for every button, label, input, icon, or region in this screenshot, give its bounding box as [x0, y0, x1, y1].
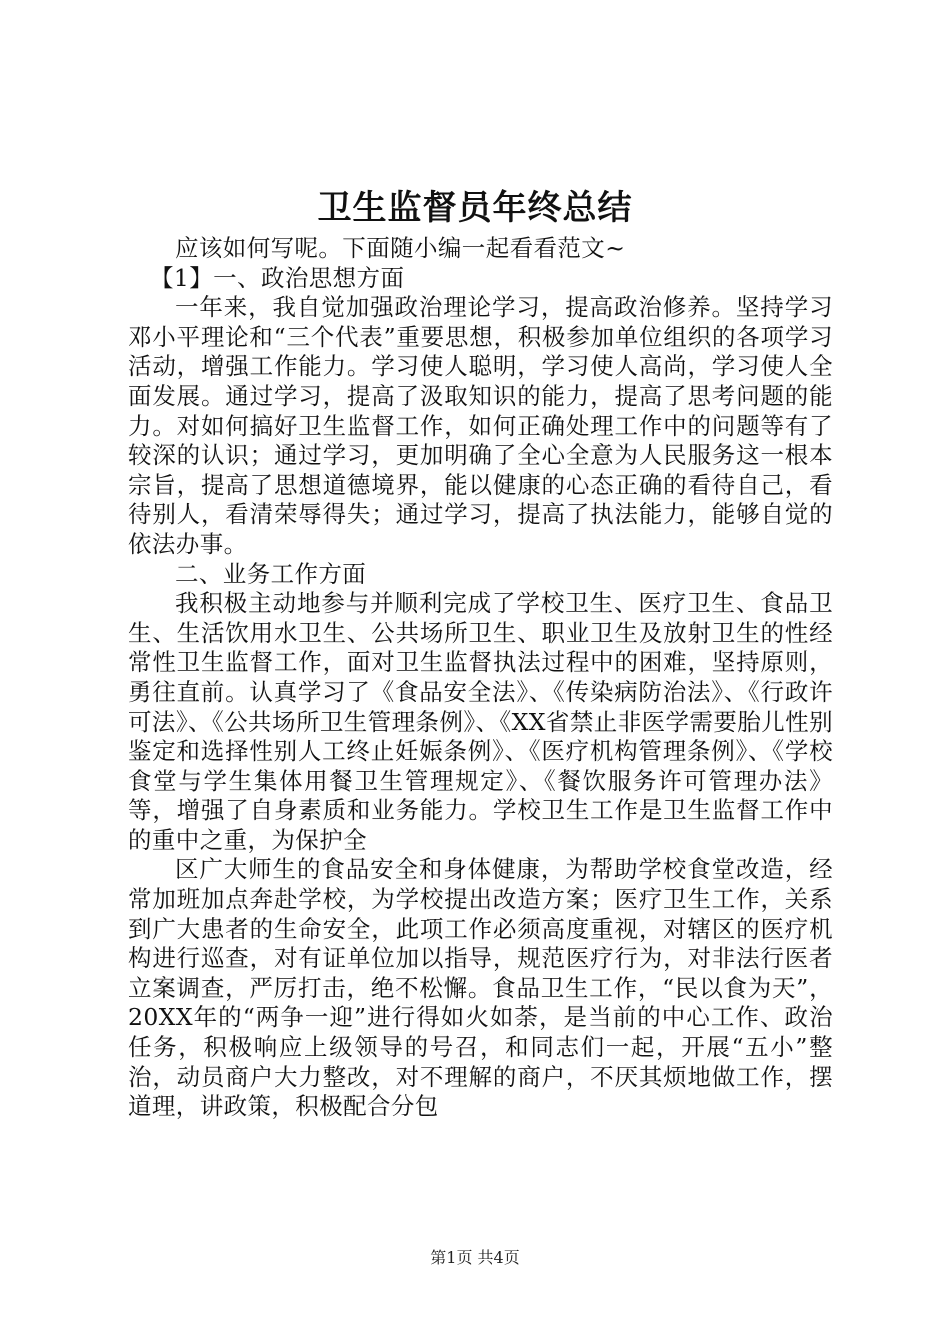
- body-paragraph: 我积极主动地参与并顺利完成了学校卫生、医疗卫生、食品卫生、生活饮用水卫生、公共场所卫生、职业卫生及放射卫生的性经常性卫生监督工作，面对卫生监督执法过程中的困难，坚持原则，勇往直前。认真学习了《食品安全法》、《传染病防治法》、《行政许可法》、《公共场所卫生管理条例》、《XX省禁止非医学需要胎儿性别鉴定和选择性别人工终止妊娠条例》、《医疗机构管理条例》、《学校食堂与学生集体用餐卫生管理规定》、《餐饮服务许可管理办法》等，增强了自身素质和业务能力。学校卫生工作是卫生监督工作中的重中之重，为保护全: [128, 589, 833, 854]
- section-heading-politics: 【1】一、政治思想方面: [150, 263, 405, 292]
- document-title: 卫生监督员年终总结: [317, 188, 633, 228]
- intro-paragraph: 应该如何写呢。下面随小编一起看看范文~: [175, 234, 626, 262]
- page-footer: 第1页 共4页: [430, 1248, 520, 1267]
- body-paragraph: 一年来，我自觉加强政治理论学习，提高政治修养。坚持学习邓小平理论和“三个代表”重要思想，积极参加单位组织的各项学习活动，增强工作能力。学习使人聪明，学习使人高尚，学习使人全面发展。通过学习，提高了汲取知识的能力，提高了思考问题的能力。对如何搞好卫生监督工作，如何正确处理工作中的问题等有了较深的认识；通过学习，更加明确了全心全意为人民服务这一根本宗旨，提高了思想道德境界，能以健康的心态正确的看待自己，看待别人，看清荣辱得失；通过学习，提高了执法能力，能够自觉的依法办事。: [128, 293, 833, 558]
- body-paragraph: 区广大师生的食品安全和身体健康，为帮助学校食堂改造，经常加班加点奔赴学校，为学校提出改造方案；医疗卫生工作，关系到广大患者的生命安全，此项工作必须高度重视，对辖区的医疗机构进行巡查，对有证单位加以指导，规范医疗行为，对非法行医者立案调查，严厉打击，绝不松懈。食品卫生工作，“民以食为天”，20XX年的“两争一迎”进行得如火如荼，是当前的中心工作、政治任务，积极响应上级领导的号召，和同志们一起，开展“五小”整治，动员商户大力整改，对不理解的商户，不厌其烦地做工作，摆道理，讲政策，积极配合分包: [128, 855, 833, 1121]
- document-body: [128, 234, 833, 1122]
- section-heading-business: 二、业务工作方面: [175, 559, 367, 588]
